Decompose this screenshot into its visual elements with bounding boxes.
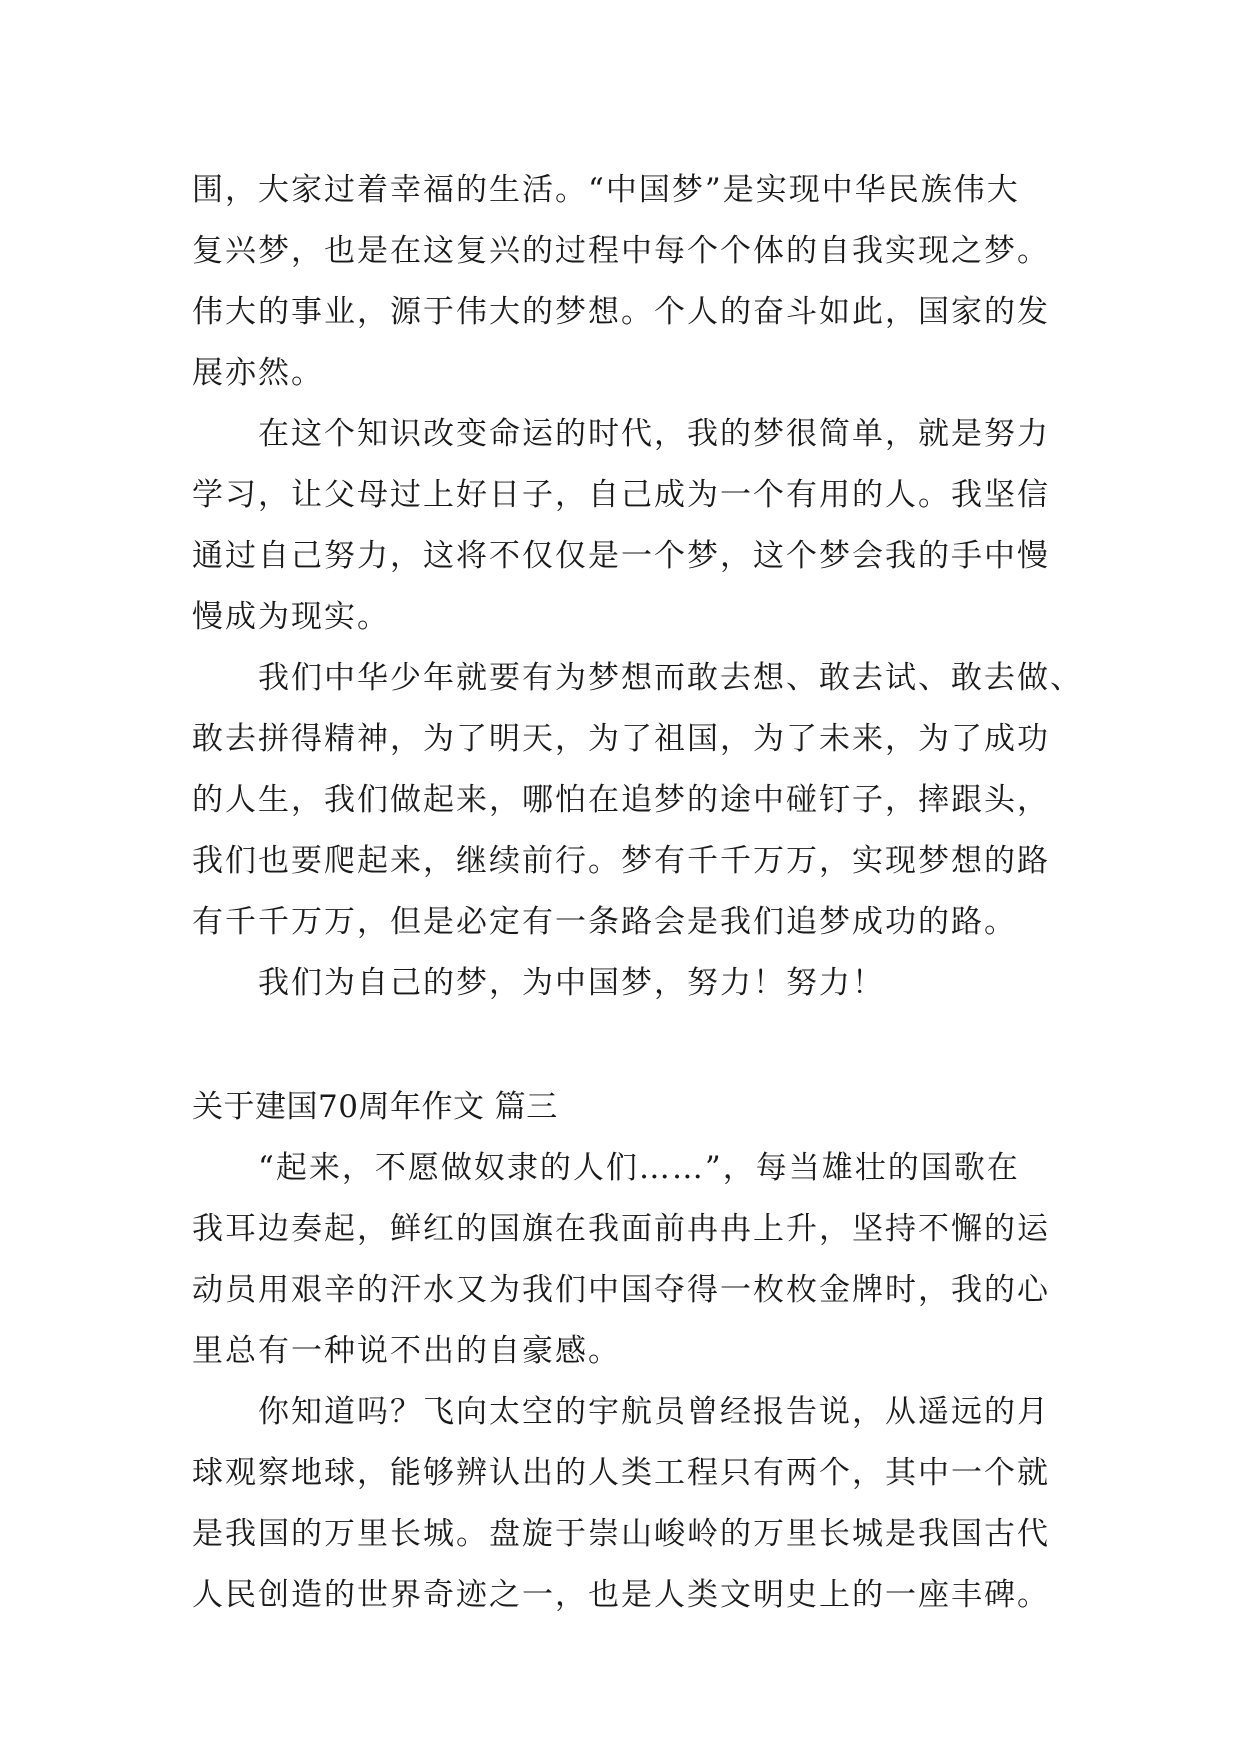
section-bottom (192, 1138, 1092, 1626)
text-line: 通过自己努力，这将不仅仅是一个梦，这个梦会我的手中慢 (192, 538, 1050, 574)
text-line: 敢去拼得精神，为了明天，为了祖国，为了未来，为了成功 (192, 721, 1050, 757)
text-line: 我们也要爬起来，继续前行。梦有千千万万，实现梦想的路 (192, 843, 1050, 879)
text-line: 我耳边奏起，鲜红的国旗在我面前冉冉上升，坚持不懈的运 (192, 1211, 1050, 1247)
text-line: 里总有一种说不出的自豪感。 (192, 1333, 621, 1369)
section-gap (192, 1014, 1092, 1077)
text-line: 慢成为现实。 (192, 599, 390, 635)
text-line: 在这个知识改变命运的时代，我的梦很简单，就是努力 (258, 416, 1050, 452)
section-top (192, 160, 1092, 1014)
text-line: 伟大的事业，源于伟大的梦想。个人的奋斗如此，国家的发 (192, 294, 1050, 330)
text-line: 人民创造的世界奇迹之一，也是人类文明史上的一座丰碑。 (192, 1577, 1050, 1613)
text-line: 围，大家过着幸福的生活。“中国梦”是实现中华民族伟大 (192, 172, 1020, 208)
text-line: 球观察地球，能够辨认出的人类工程只有两个，其中一个就 (192, 1455, 1050, 1491)
text-line: 展亦然。 (192, 355, 324, 391)
text-line: 的人生，我们做起来，哪怕在追梦的途中碰钉子，摔跟头， (192, 782, 1050, 818)
document-body (192, 160, 1092, 1626)
text-line: 有千千万万，但是必定有一条路会是我们追梦成功的路。 (192, 904, 1017, 940)
text-line: 你知道吗？飞向太空的宇航员曾经报告说，从遥远的月 (258, 1394, 1050, 1430)
text-line: 学习，让父母过上好日子，自己成为一个有用的人。我坚信 (192, 477, 1050, 513)
text-line: 复兴梦，也是在这复兴的过程中每个个体的自我实现之梦。 (192, 233, 1050, 269)
text-line: 是我国的万里长城。盘旋于崇山峻岭的万里长城是我国古代 (192, 1516, 1050, 1552)
text-line: 我们为自己的梦，为中国梦，努力！努力！ (258, 965, 885, 1001)
text-line: 我们中华少年就要有为梦想而敢去想、敢去试、敢去做、 (258, 660, 1083, 696)
section-heading: 关于建国70周年作文 篇三 (192, 1089, 558, 1125)
text-line: “起来，不愿做奴隶的人们……”，每当雄壮的国歌在 (258, 1150, 1020, 1186)
text-line: 动员用艰辛的汗水又为我们中国夺得一枚枚金牌时，我的心 (192, 1272, 1050, 1308)
